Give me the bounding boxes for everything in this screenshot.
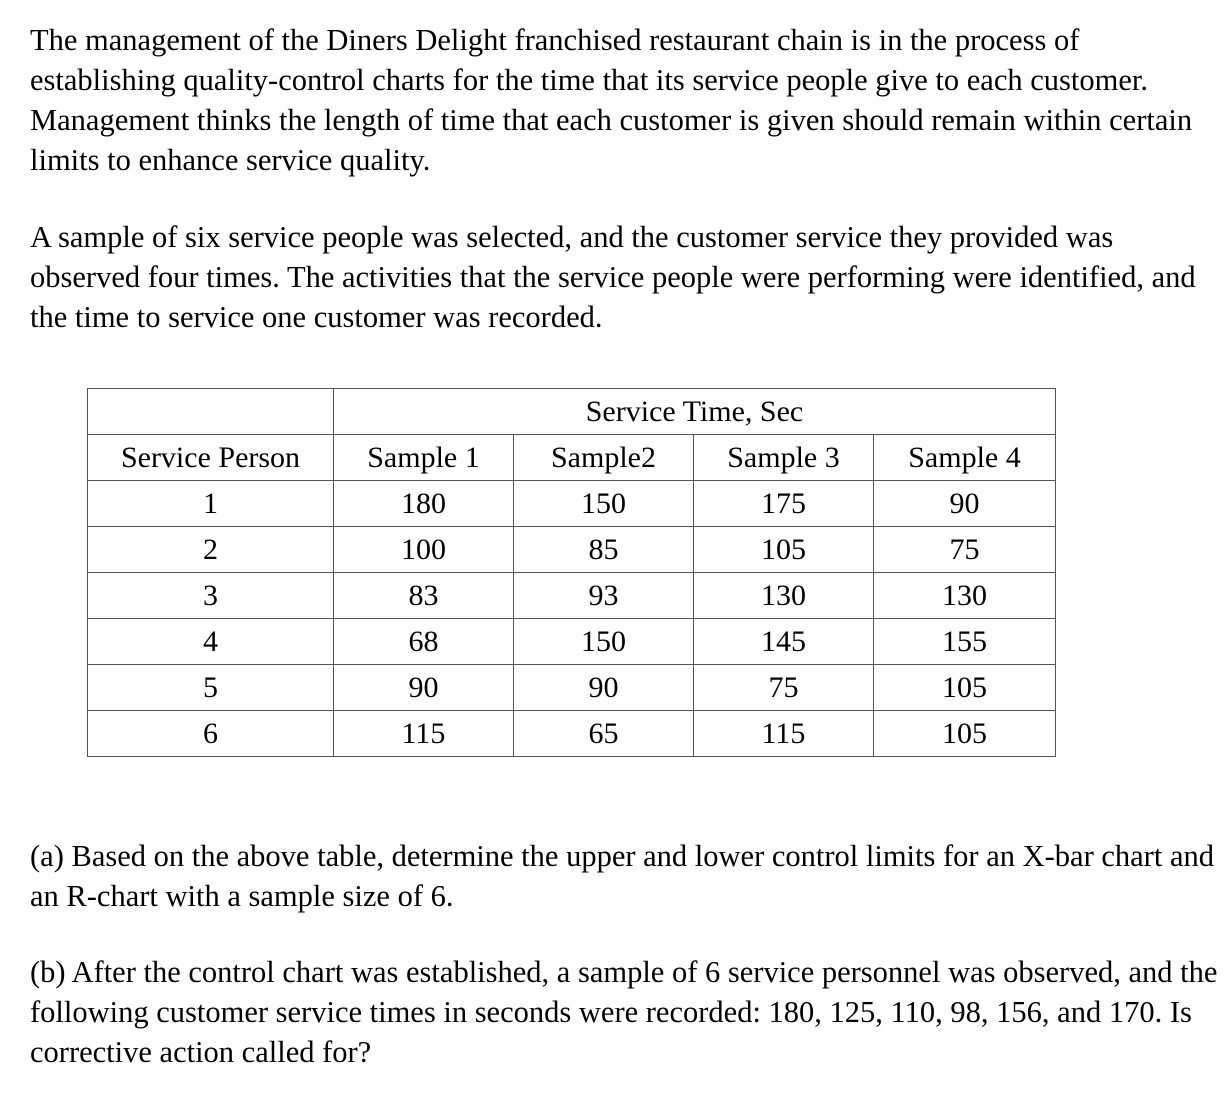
sample-4-cell: 75 — [874, 527, 1056, 573]
table-corner-cell — [88, 389, 334, 435]
service-person-cell: 1 — [88, 481, 334, 527]
sample-3-cell: 175 — [694, 481, 874, 527]
column-header-sample-3: Sample 3 — [694, 435, 874, 481]
sample-2-cell: 65 — [514, 711, 694, 757]
column-header-sample-4: Sample 4 — [874, 435, 1056, 481]
table-group-header-row — [88, 389, 1056, 435]
table-row — [88, 711, 1056, 757]
column-header-sample-1: Sample 1 — [334, 435, 514, 481]
sample-3-cell: 145 — [694, 619, 874, 665]
question-b: (b) After the control chart was established, a sample of 6 service personnel was observed, and the following customer service times in seconds were recorded: 180, 125, 110, 98, 156, and 170. Is corrective action called for? — [30, 955, 1218, 1069]
sample-3-cell: 130 — [694, 573, 874, 619]
sample-2-cell: 85 — [514, 527, 694, 573]
sample-1-cell: 90 — [334, 665, 514, 711]
service-person-cell: 5 — [88, 665, 334, 711]
table-row — [88, 665, 1056, 711]
sample-1-cell: 115 — [334, 711, 514, 757]
table-row — [88, 527, 1056, 573]
table-row — [88, 481, 1056, 527]
sample-1-cell: 83 — [334, 573, 514, 619]
service-time-table — [87, 388, 1056, 757]
sample-4-cell: 155 — [874, 619, 1056, 665]
sample-3-cell: 115 — [694, 711, 874, 757]
sample-2-cell: 93 — [514, 573, 694, 619]
table-group-header: Service Time, Sec — [334, 389, 1056, 435]
table-row — [88, 573, 1056, 619]
intro-paragraph-2: A sample of six service people was selected, and the customer service they provided was observed four times. The activities that the service people were performing were identified, and the time to service one customer was recorded. — [30, 220, 1196, 334]
sample-1-cell: 68 — [334, 619, 514, 665]
service-person-cell: 2 — [88, 527, 334, 573]
sample-4-cell: 105 — [874, 665, 1056, 711]
sample-1-cell: 180 — [334, 481, 514, 527]
service-person-cell: 6 — [88, 711, 334, 757]
sample-4-cell: 105 — [874, 711, 1056, 757]
sample-2-cell: 90 — [514, 665, 694, 711]
table-header-row — [88, 435, 1056, 481]
sample-4-cell: 90 — [874, 481, 1056, 527]
question-a: (a) Based on the above table, determine the upper and lower control limits for an X-bar chart and an R-chart with a sample size of 6. — [30, 839, 1214, 913]
column-header-service-person: Service Person — [88, 435, 334, 481]
sample-1-cell: 100 — [334, 527, 514, 573]
column-header-sample-2: Sample2 — [514, 435, 694, 481]
sample-2-cell: 150 — [514, 619, 694, 665]
table-row — [88, 619, 1056, 665]
intro-paragraph-1: The management of the Diners Delight franchised restaurant chain is in the process of establishing quality-control charts for the time that its service people give to each customer. Management thinks the length of time that each customer is given should remain within certain limits to enhance service quality. — [30, 23, 1193, 177]
service-person-cell: 3 — [88, 573, 334, 619]
sample-3-cell: 105 — [694, 527, 874, 573]
sample-3-cell: 75 — [694, 665, 874, 711]
sample-4-cell: 130 — [874, 573, 1056, 619]
service-person-cell: 4 — [88, 619, 334, 665]
sample-2-cell: 150 — [514, 481, 694, 527]
table-body — [88, 481, 1056, 757]
